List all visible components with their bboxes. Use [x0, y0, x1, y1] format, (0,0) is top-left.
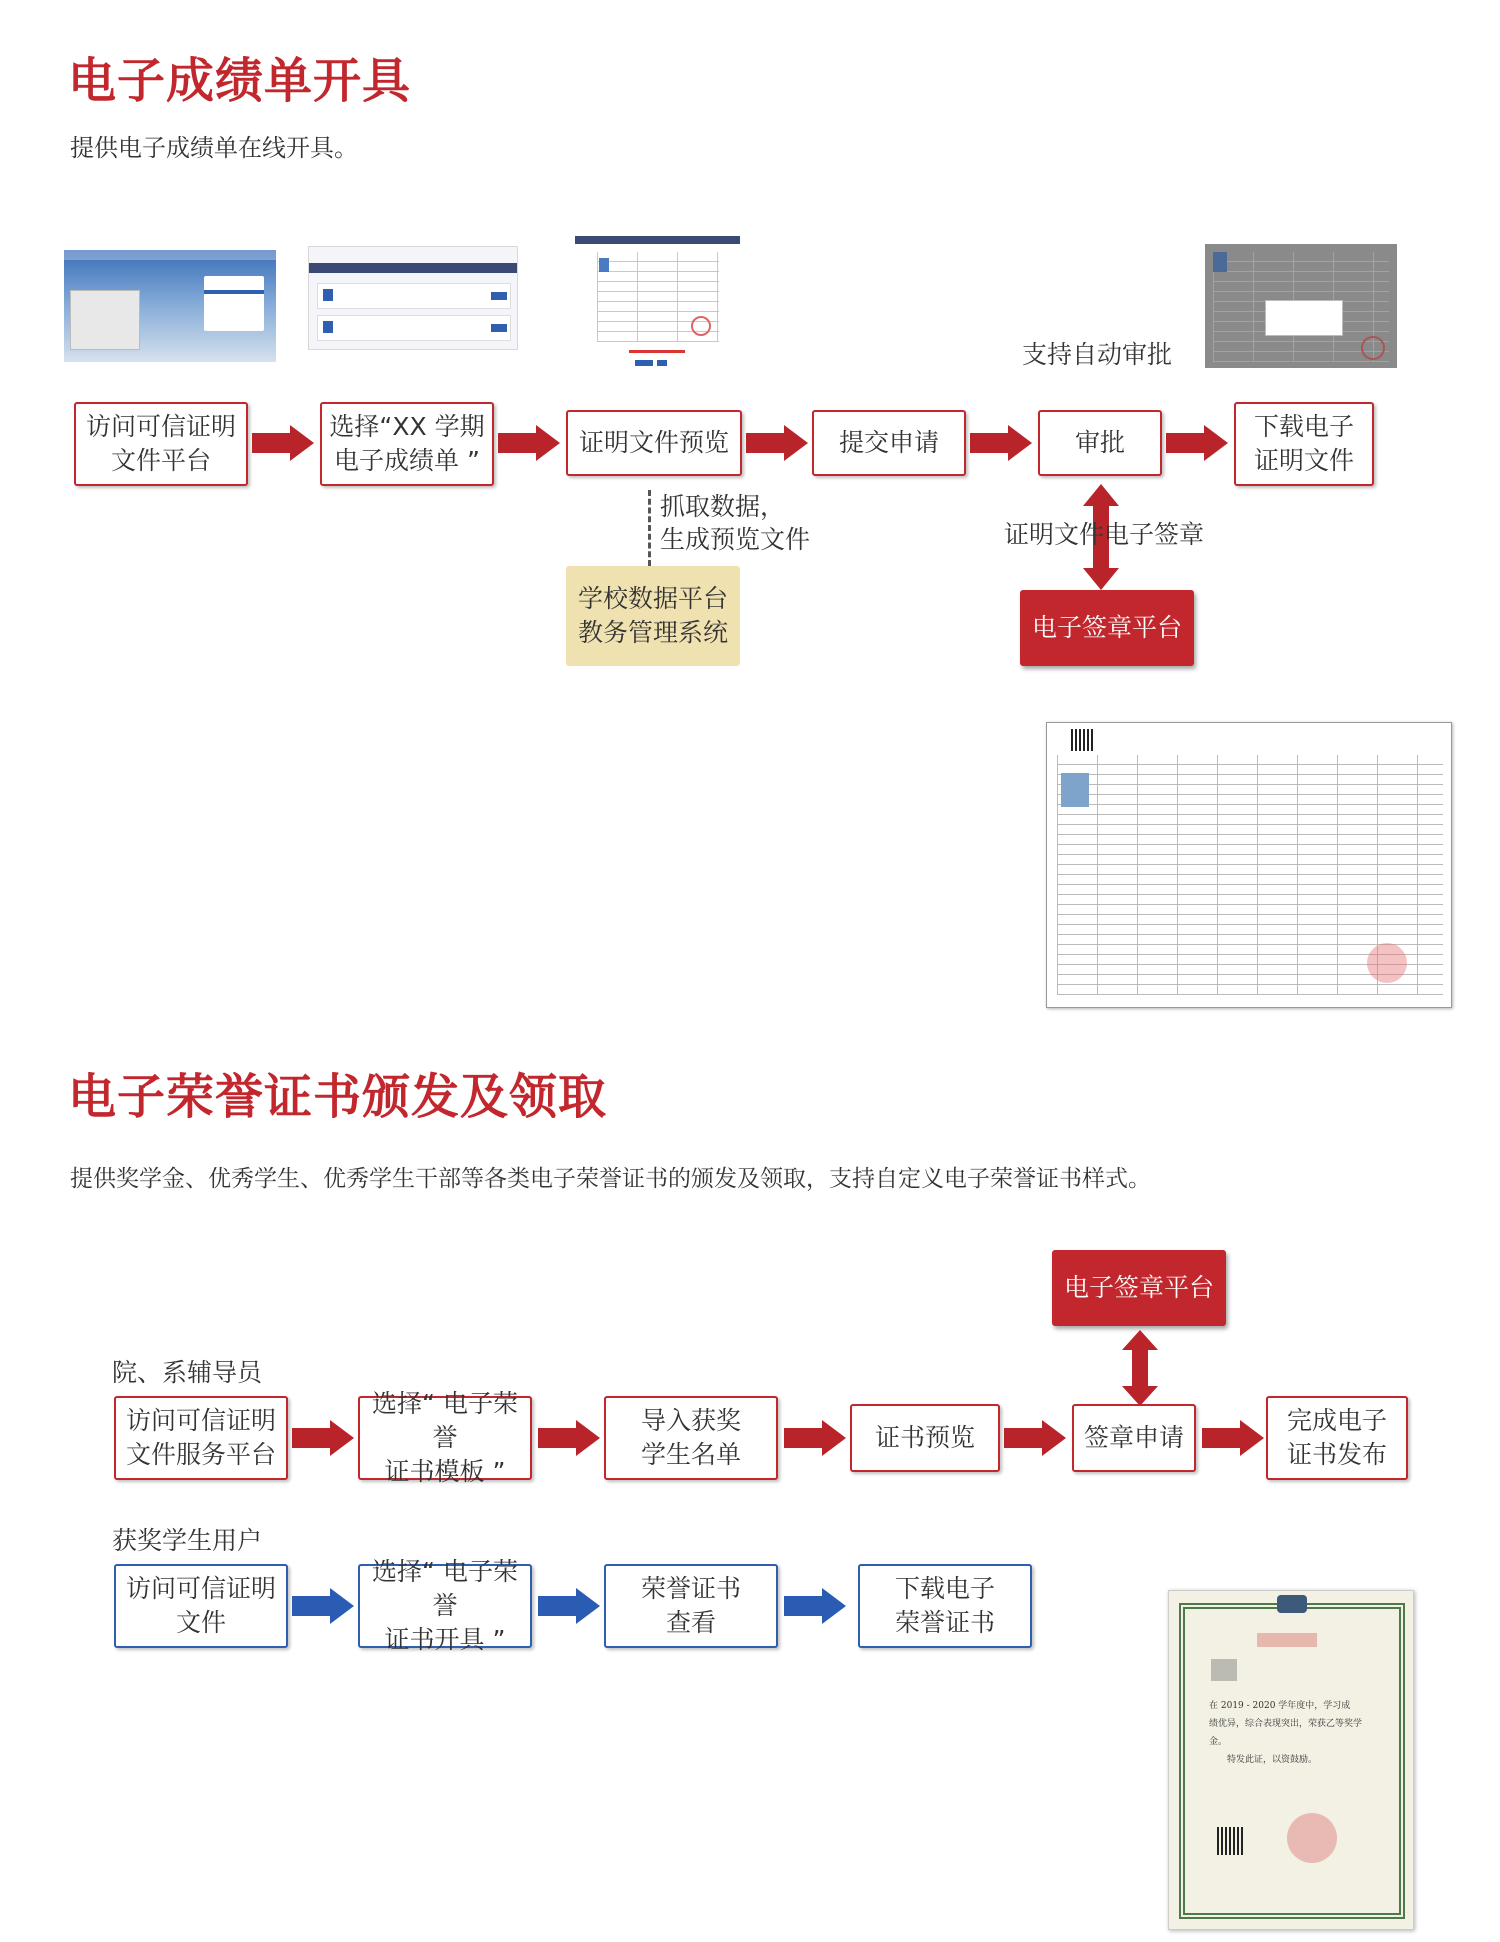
step-download[interactable]: 下载电子 证明文件 — [1234, 402, 1374, 486]
transcript-document-image — [1046, 722, 1452, 1008]
step-access-platform[interactable]: 访问可信证明 文件平台 — [74, 402, 248, 486]
certificate-line1: 在 2019 - 2020 学年度中，学习成 — [1209, 1701, 1351, 1711]
preview-screenshot — [575, 236, 740, 374]
step-approve[interactable]: 审批 — [1038, 410, 1162, 476]
row1-step-import-list[interactable]: 导入获奖 学生名单 — [604, 1396, 778, 1480]
approval-screenshot — [1205, 244, 1397, 368]
row1-step-preview[interactable]: 证书预览 — [850, 1404, 1000, 1472]
auto-approve-note: 支持自动审批 — [1022, 340, 1173, 369]
row2-step-access[interactable]: 访问可信证明 文件 — [114, 1564, 288, 1648]
step-submit[interactable]: 提交申请 — [812, 410, 966, 476]
step-preview[interactable]: 证明文件预览 — [566, 410, 742, 476]
arrow-right-icon — [538, 1420, 600, 1456]
row1-step-access[interactable]: 访问可信证明 文件服务平台 — [114, 1396, 288, 1480]
arrow-right-icon — [746, 425, 808, 461]
arrow-right-icon — [292, 1420, 354, 1456]
row1-step-select-template[interactable]: 选择“ 电子荣誉 证书模板 ” — [358, 1396, 532, 1480]
sign-platform-box-2: 电子签章平台 — [1052, 1250, 1226, 1326]
sign-platform-box: 电子签章平台 — [1020, 590, 1194, 666]
arrow-right-icon — [1202, 1420, 1264, 1456]
dashed-connector — [648, 490, 651, 566]
row2-label: 获奖学生用户 — [112, 1526, 263, 1555]
row2-step-select-issue[interactable]: 选择“ 电子荣誉 证书开具 ” — [358, 1564, 532, 1648]
arrow-right-icon — [970, 425, 1032, 461]
section1-description: 提供电子成绩单在线开具。 — [70, 134, 358, 162]
arrow-right-icon — [784, 1588, 846, 1624]
step-select-transcript[interactable]: 选择“XX 学期 电子成绩单 ” — [320, 402, 494, 486]
arrow-right-icon — [1004, 1420, 1066, 1456]
arrow-right-icon — [498, 425, 560, 461]
arrow-right-icon — [538, 1588, 600, 1624]
certificate-line2: 绩优异，综合表现突出，荣获乙等奖学 — [1209, 1719, 1363, 1729]
certificate-line4: 特发此证，以资鼓励。 — [1227, 1755, 1318, 1765]
arrow-right-icon — [784, 1420, 846, 1456]
section1-title: 电子成绩单开具 — [68, 53, 412, 109]
honor-certificate-image — [1168, 1590, 1414, 1930]
certificate-line3: 金。 — [1209, 1737, 1228, 1747]
section2-title: 电子荣誉证书颁发及领取 — [68, 1069, 608, 1125]
select-transcript-screenshot — [308, 246, 518, 350]
row1-label: 院、系辅导员 — [112, 1358, 263, 1387]
row1-step-publish[interactable]: 完成电子 证书发布 — [1266, 1396, 1408, 1480]
arrow-right-icon — [252, 425, 314, 461]
row2-step-view[interactable]: 荣誉证书 查看 — [604, 1564, 778, 1648]
sign-note: 证明文件电子签章 — [1004, 520, 1205, 549]
arrow-right-icon — [292, 1588, 354, 1624]
row1-step-sign-request[interactable]: 签章申请 — [1072, 1404, 1196, 1472]
section2-description: 提供奖学金、优秀学生、优秀学生干部等各类电子荣誉证书的颁发及领取，支持自定义电子荣誉证书样式。 — [70, 1166, 1151, 1192]
fetch-data-note: 抓取数据， 生成预览文件 — [660, 492, 811, 554]
double-arrow-vertical-icon — [1122, 1330, 1158, 1406]
row2-step-download[interactable]: 下载电子 荣誉证书 — [858, 1564, 1032, 1648]
arrow-right-icon — [1166, 425, 1228, 461]
qr-code-icon — [1217, 1827, 1245, 1855]
platform-login-screenshot — [64, 250, 276, 362]
data-source-box: 学校数据平台 教务管理系统 — [566, 566, 740, 666]
